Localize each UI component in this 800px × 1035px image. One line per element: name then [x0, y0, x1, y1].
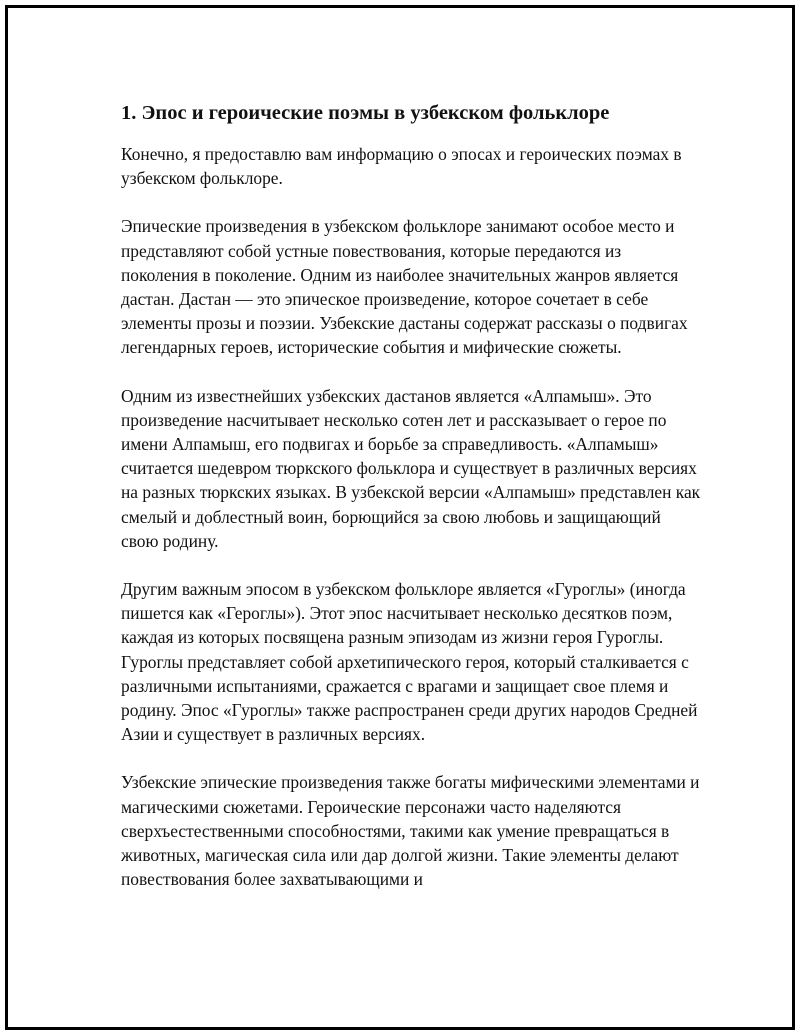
document-page — [5, 5, 795, 1030]
paragraph-epic-works: Эпические произведения в узбекском фольклоре занимают особое место и представляют собой устные повествования, которые передаются из поколения в поколение. Одним из наиболее значительных жанров является дастан. Дастан — это эпическое произведение, которое сочетает в себе элементы прозы и поэзии. Узбекские дастаны содержат рассказы о подвигах легендарных героев, исторические события и мифические сюжеты. — [121, 216, 688, 358]
paragraph-guroglu: Другим важным эпосом в узбекском фольклоре является «Гуроглы» (иногда пишется как «Героглы»). Этот эпос насчитывает несколько десятков поэм, каждая из которых посвящена разным эпизодам из жизни героя Гуроглы. Гуроглы представляет собой архетипического героя, который сталкивается с различными испытаниями, сражается с врагами и защищает свое племя и родину. Эпос «Гуроглы» также распространен среди других народов Средней Азии и существует в различных версиях. — [121, 579, 698, 745]
paragraph-mythic-elements: Узбекские эпические произведения также богаты мифическими элементами и магическими сюжетами. Героические персонажи часто наделяются сверхъестественными способностями, такими как умение превращаться в животных, магическая сила или дар долгой жизни. Такие элементы делают повествования более захватывающими и — [121, 772, 700, 890]
section-heading: 1. Эпос и героические поэмы в узбекском фольклоре — [121, 102, 610, 124]
paragraph-intro: Конечно, я предоставлю вам информацию о эпосах и героических поэмах в узбекском фольклоре. — [121, 144, 682, 189]
document-body — [121, 98, 701, 915]
paragraph-alpamysh: Одним из известнейших узбекских дастанов является «Алпамыш». Это произведение насчитывает несколько сотен лет и рассказывает о герое по имени Алпамыш, его подвигах и борьбе за справедливость. «Алпамыш» считается шедевром тюркского фольклора и существует в различных версиях на разных тюркских языках. В узбекской версии «Алпамыш» представлен как смелый и доблестный воин, борющийся за свою любовь и защищающий свою родину. — [121, 385, 701, 551]
